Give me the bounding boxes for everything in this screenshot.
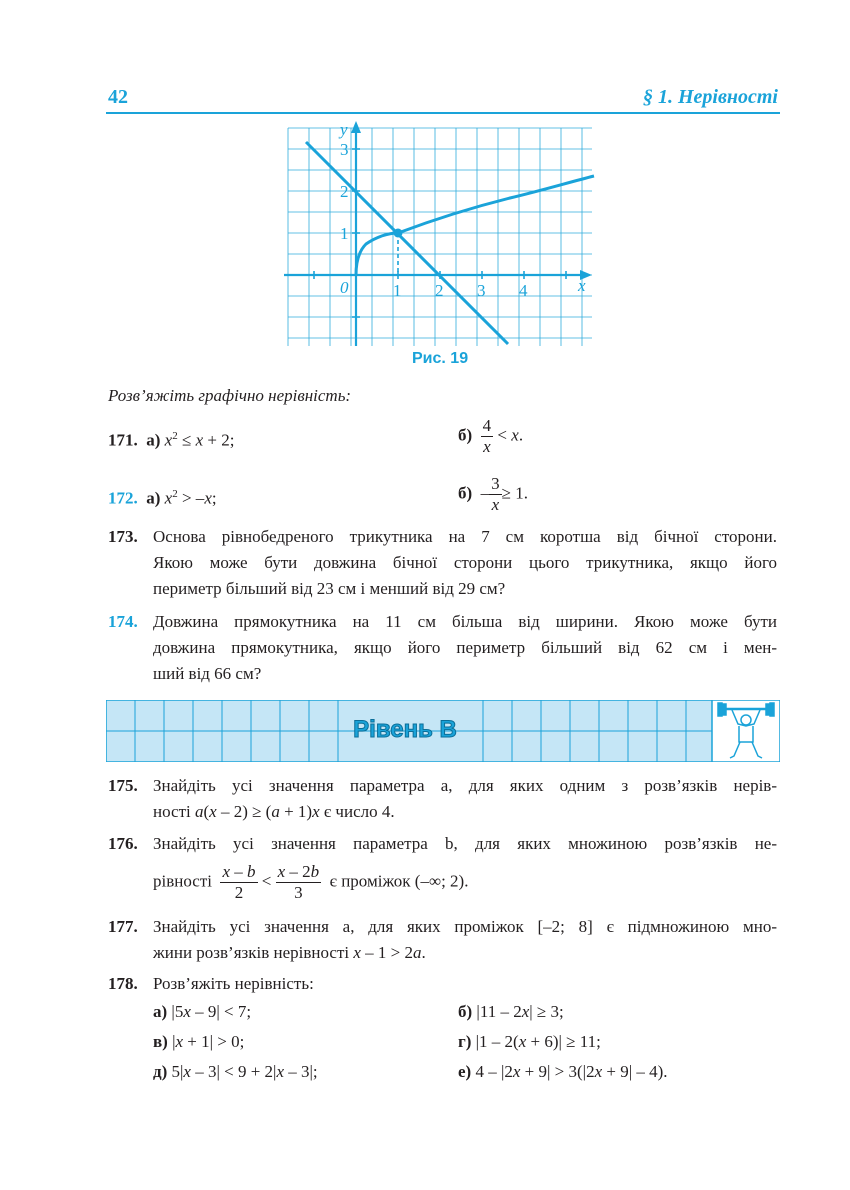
problem-175-text: Знайдіть усі значення параметра a, для яких одним з розв’язків нерів- ності a(x – 2) ≥ (a + 1)x є число 4. (153, 776, 777, 821)
problem-176-text: Знайдіть усі значення параметра b, для яких множиною розв’язків не- (153, 834, 777, 853)
figure-19-graph (280, 120, 600, 348)
problem-178-b: б) |11 – 2x| ≥ 3; (458, 1002, 564, 1021)
y-tick-3: 3 (340, 140, 349, 159)
x-tick-4: 4 (519, 281, 528, 300)
y-tick-1: 1 (340, 224, 349, 243)
problem-171-b: б) $\frac{4}{x}$ < x. (458, 416, 524, 456)
x-tick-3: 3 (477, 281, 486, 300)
problem-178-g: г) |1 – 2(x + 6)| ≥ 11; (458, 1032, 601, 1051)
axis-y-label: y (340, 120, 348, 139)
problem-173-text: Основа рівнобедреного трикутника на 7 см коротша від бічної сторони. Якою може бути довжина бічної сторони цього трикутника, якщо його периметр більший від 23 см і менший від 29 см? (153, 527, 777, 598)
problem-178-e: е) 4 – |2x + 9| > 3(|2x + 9| – 4). (458, 1062, 668, 1081)
x-tick-1: 1 (393, 281, 402, 300)
section-title: § 1. Нерівності (642, 86, 778, 108)
problem-178-v: в) |x + 1| > 0; (153, 1032, 245, 1051)
y-tick-2: 2 (340, 182, 349, 201)
page-number: 42 (108, 86, 128, 108)
problem-174-text: Довжина прямокутника на 11 см більша від ширини. Якою може бути довжина прямокутника, якщо його периметр більший від 62 см і мен- ший від 66 см? (153, 612, 777, 683)
header-rule (106, 112, 780, 114)
problem-177-number: 177. (108, 917, 138, 936)
axis-x-label: x (578, 276, 586, 295)
problem-171-a: 171. а) $x^2 \le x + 2$; (108, 430, 235, 450)
level-title: Рівень В (353, 716, 457, 743)
x-tick-2: 2 (435, 281, 444, 300)
origin-label: 0 (340, 278, 349, 297)
line-2-minus-x (306, 142, 508, 344)
problem-176-number: 176. (108, 834, 138, 853)
problem-177-text: Знайдіть усі значення a, для яких проміжок [–2; 8] є підмножиною мно- жини розв’язків нерівності x – 1 > 2a. (153, 917, 777, 962)
problem-172-a: 172. а) $x^2 > -x$; (108, 488, 217, 508)
problem-176-formula: рівності $\frac{x - b}{2}$ < $\frac{x - 2b}{3}$ є проміжок (–∞; 2). (153, 862, 469, 902)
problem-178-number: 178. (108, 974, 138, 993)
problem-172-b: б) – $\frac{3}{x}$ ≥ 1. (458, 474, 529, 514)
problem-178-a: а) |5x – 9| < 7; (153, 1002, 252, 1021)
figure-caption: Рис. 19 (412, 350, 469, 367)
problem-175-number: 175. (108, 776, 138, 795)
problem-178-title: Розв’яжіть нерівність: (153, 974, 314, 993)
problem-174-number: 174. (108, 612, 138, 631)
problem-178-d: д) 5|x – 3| < 9 + 2|x – 3|; (153, 1062, 318, 1081)
section-intro: Розв’яжіть графічно нерівність: (108, 386, 352, 405)
problem-173-number: 173. (108, 527, 138, 546)
